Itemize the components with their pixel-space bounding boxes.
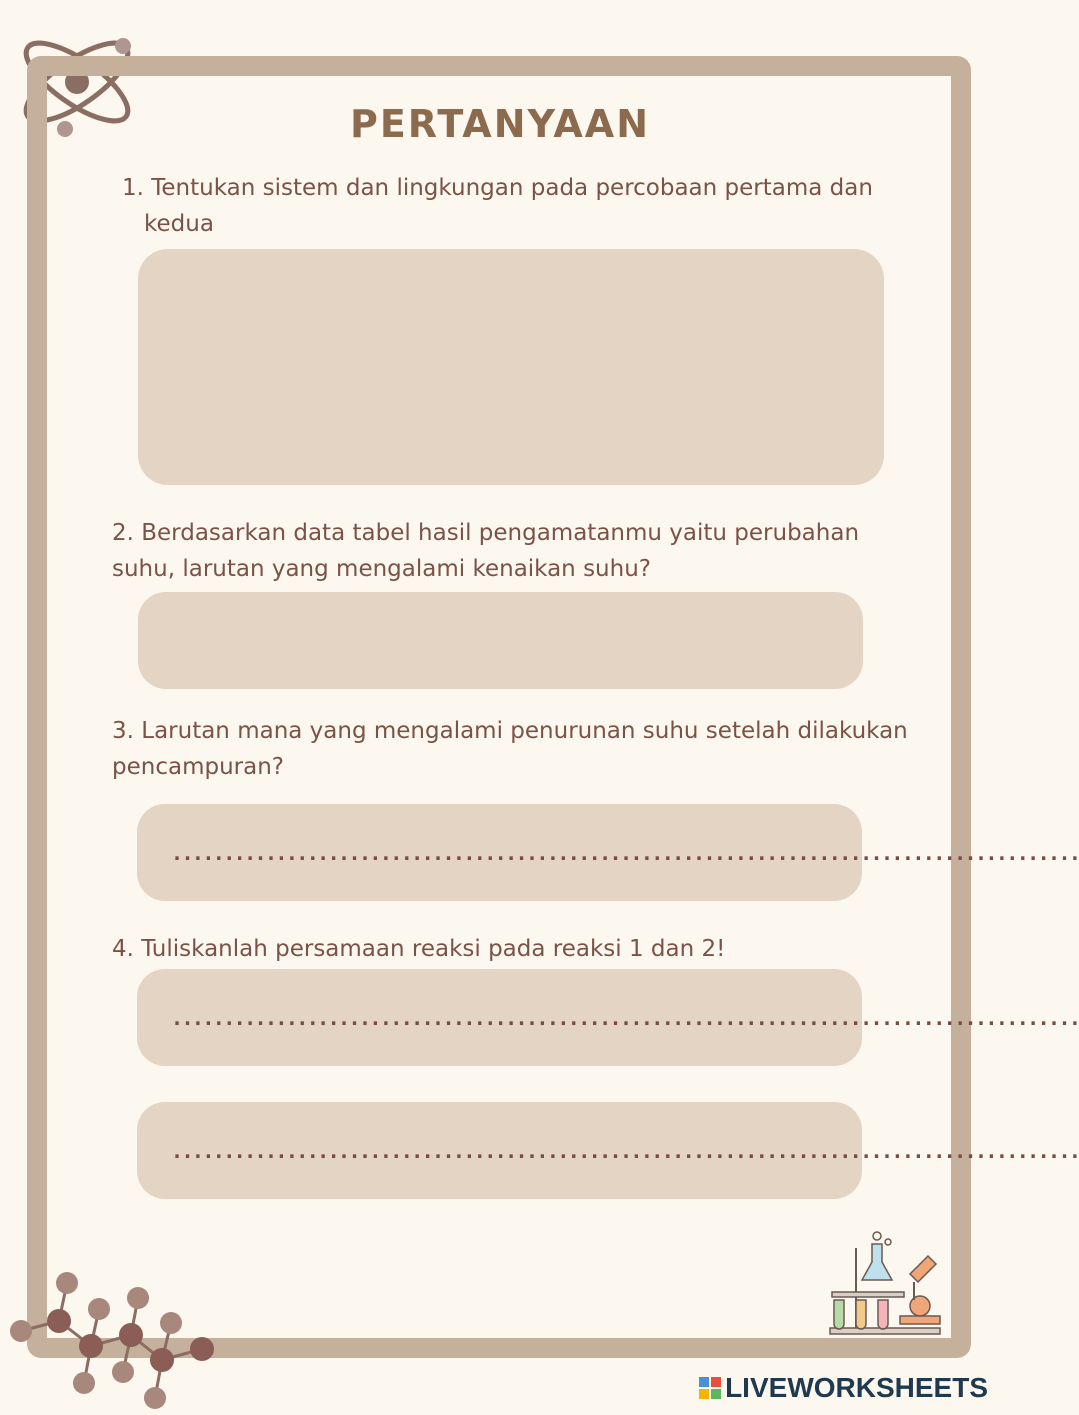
question-4-line1: 4. Tuliskanlah persamaan reaksi pada reaksi 1 dan 2! — [112, 936, 726, 962]
molecule-icon — [0, 1265, 225, 1415]
answer-box-3[interactable] — [137, 804, 1079, 901]
page-title: PERTANYAAN — [349, 102, 651, 146]
question-4 — [112, 931, 725, 967]
question-2-line2: suhu, larutan yang mengalami kenaikan suhu? — [112, 556, 651, 582]
answer-dots: ....................................................................................... — [171, 1005, 1079, 1030]
answer-box-2[interactable] — [138, 592, 863, 689]
answer-box-4b[interactable] — [137, 1102, 1079, 1199]
question-3-line2: pencampuran? — [112, 754, 284, 780]
question-3 — [112, 713, 908, 785]
question-2-line1: 2. Berdasarkan data tabel hasil pengamatanmu yaitu perubahan — [112, 520, 860, 546]
question-3-line1: 3. Larutan mana yang mengalami penurunan suhu setelah dilakukan — [112, 718, 908, 744]
footer-brand — [699, 1372, 988, 1404]
question-1-line2: kedua — [144, 211, 214, 237]
liveworksheets-logo-icon — [699, 1377, 721, 1399]
answer-dots: ....................................................................................... — [171, 840, 1079, 865]
question-1-line1: 1. Tentukan sistem dan lingkungan pada percobaan pertama dan — [122, 175, 873, 201]
answer-box-1[interactable] — [138, 249, 884, 485]
footer-brand-text: LIVEWORKSHEETS — [725, 1372, 988, 1403]
lab-equipment-icon — [826, 1230, 944, 1336]
question-1 — [122, 170, 873, 242]
answer-box-4a[interactable] — [137, 969, 1079, 1066]
question-2 — [112, 515, 859, 587]
answer-dots: ....................................................................................... — [171, 1138, 1079, 1163]
